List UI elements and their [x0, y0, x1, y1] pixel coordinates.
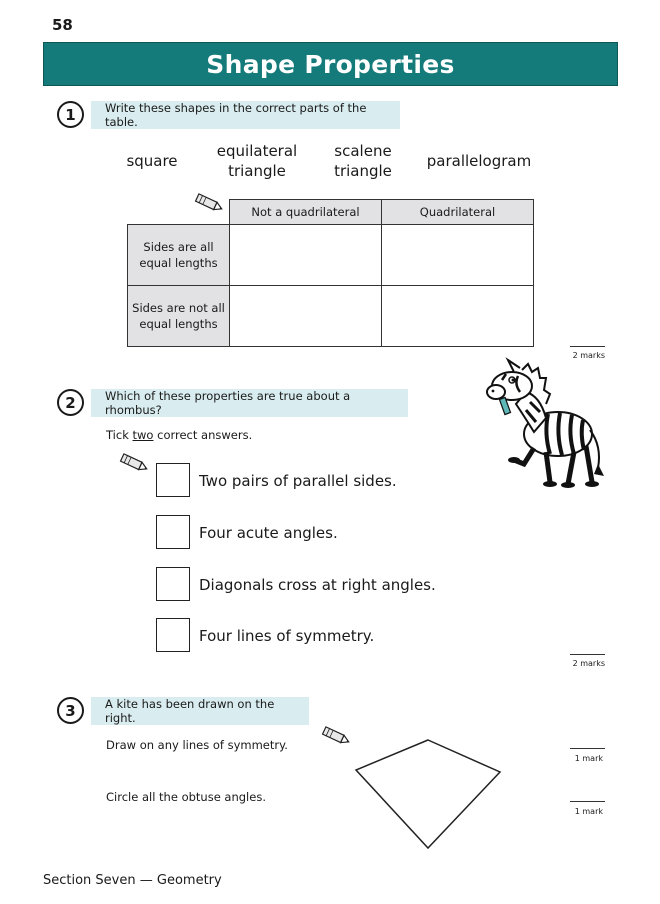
- marks-line: [570, 748, 605, 749]
- shape-word-parallelogram: [420, 151, 538, 171]
- option-diagonals-right-angles: Diagonals cross at right angles.: [199, 576, 436, 594]
- shape-word-scalene-triangle: [318, 141, 408, 181]
- instruction-text: correct answers.: [153, 428, 253, 442]
- shape-word-line: square: [126, 152, 178, 170]
- col-header-quadrilateral: Quadrilateral: [382, 200, 534, 225]
- question-3-prompt: A kite has been drawn on the right.: [91, 697, 309, 725]
- shape-word-line: triangle: [334, 162, 392, 180]
- page-title: Shape Properties: [43, 42, 618, 86]
- q3-task-obtuse: Circle all the obtuse angles.: [106, 790, 266, 804]
- shape-word-line: triangle: [228, 162, 286, 180]
- row-header-line: Sides are not all: [132, 301, 225, 315]
- pencil-icon: [319, 726, 353, 746]
- question-2-prompt: Which of these properties are true about a rhombus?: [91, 389, 408, 417]
- page-number: 58: [52, 16, 73, 34]
- question-3-number: 3: [57, 697, 84, 724]
- q1-table: [127, 199, 534, 347]
- q1-marks: 2 marks: [572, 351, 605, 360]
- answer-cell[interactable]: [382, 225, 534, 286]
- question-1-prompt: Write these shapes in the correct parts of the table.: [91, 101, 400, 129]
- zebra-illustration: [484, 356, 608, 492]
- q3-mark-symmetry: 1 mark: [574, 754, 603, 763]
- option-parallel-sides: Two pairs of parallel sides.: [199, 472, 397, 490]
- table-corner: [128, 200, 230, 225]
- pencil-icon: [117, 453, 151, 473]
- option-acute-angles: Four acute angles.: [199, 524, 338, 542]
- q2-instruction: [106, 428, 252, 442]
- shape-word-square: [112, 151, 192, 171]
- instruction-text: Tick: [106, 428, 133, 442]
- tick-box[interactable]: [156, 515, 190, 549]
- question-1-number: 1: [57, 101, 84, 128]
- question-2-number: 2: [57, 389, 84, 416]
- answer-cell[interactable]: [382, 286, 534, 347]
- tick-box[interactable]: [156, 567, 190, 601]
- kite-shape[interactable]: [350, 734, 506, 854]
- tick-box[interactable]: [156, 618, 190, 652]
- shape-word-line: parallelogram: [426, 152, 532, 170]
- section-footer: Section Seven — Geometry: [43, 873, 222, 888]
- tick-box[interactable]: [156, 463, 190, 497]
- instruction-emphasis: two: [132, 428, 154, 442]
- marks-line: [570, 346, 605, 347]
- option-lines-symmetry: Four lines of symmetry.: [199, 627, 375, 645]
- q3-task-symmetry: Draw on any lines of symmetry.: [106, 738, 288, 752]
- shape-word-equilateral-triangle: [207, 141, 307, 181]
- row-header-line: equal lengths: [139, 256, 218, 270]
- row-header-equal-sides: [128, 225, 230, 286]
- q2-marks: 2 marks: [572, 659, 605, 668]
- row-header-unequal-sides: [128, 286, 230, 347]
- shape-word-line: equilateral: [216, 142, 298, 160]
- marks-line: [570, 654, 605, 655]
- q3-mark-obtuse: 1 mark: [574, 807, 603, 816]
- marks-line: [570, 801, 605, 802]
- answer-cell[interactable]: [230, 225, 382, 286]
- row-header-line: Sides are all: [143, 240, 214, 254]
- answer-cell[interactable]: [230, 286, 382, 347]
- shape-word-line: scalene: [334, 142, 392, 160]
- col-header-not-quadrilateral: Not a quadrilateral: [230, 200, 382, 225]
- row-header-line: equal lengths: [139, 317, 218, 331]
